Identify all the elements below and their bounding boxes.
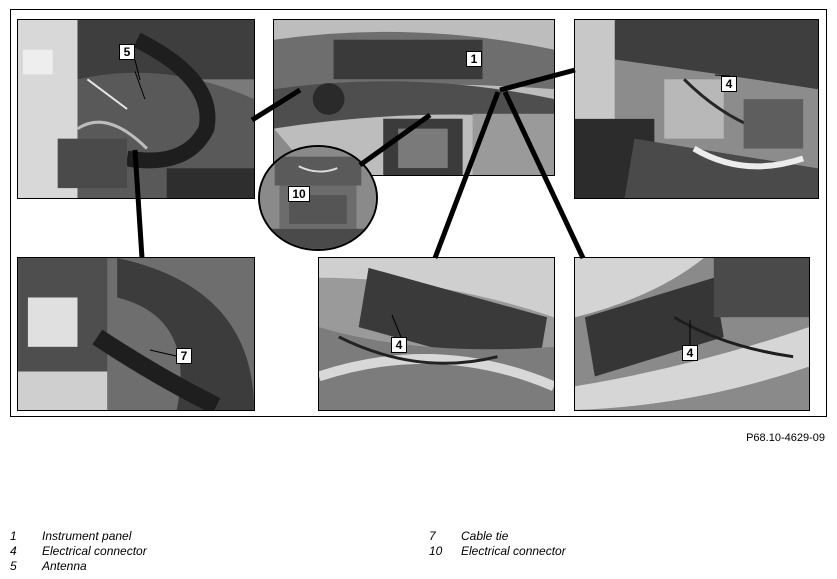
callout-cable-tie: 7 [176,348,192,364]
legend-number: 5 [10,559,17,573]
photo-left-dash-antenna [17,19,255,199]
callout-electrical-connector-bottom-center: 4 [391,337,407,353]
legend-number: 4 [10,544,17,558]
callout-electrical-connector-top-right: 4 [721,76,737,92]
callout-instrument-panel: 1 [466,51,482,67]
callout-electrical-connector-10: 10 [288,186,310,202]
photo-bottom-center-connector [318,257,555,411]
callout-electrical-connector-bottom-right: 4 [682,345,698,361]
detail-magnifier-circle [258,145,378,251]
legend-text: Antenna [42,559,87,573]
legend-number: 7 [429,529,436,543]
legend-number: 1 [10,529,17,543]
figure-id: P68.10-4629-09 [746,432,825,444]
photo-cable-tie [17,257,255,411]
legend-text: Instrument panel [42,529,132,543]
photo-bottom-right-connector [574,257,810,411]
photo-top-right-connector [574,19,819,199]
legend-text: Electrical connector [461,544,566,558]
legend-number: 10 [429,544,443,558]
legend-text: Cable tie [461,529,509,543]
callout-antenna: 5 [119,44,135,60]
legend-text: Electrical connector [42,544,147,558]
